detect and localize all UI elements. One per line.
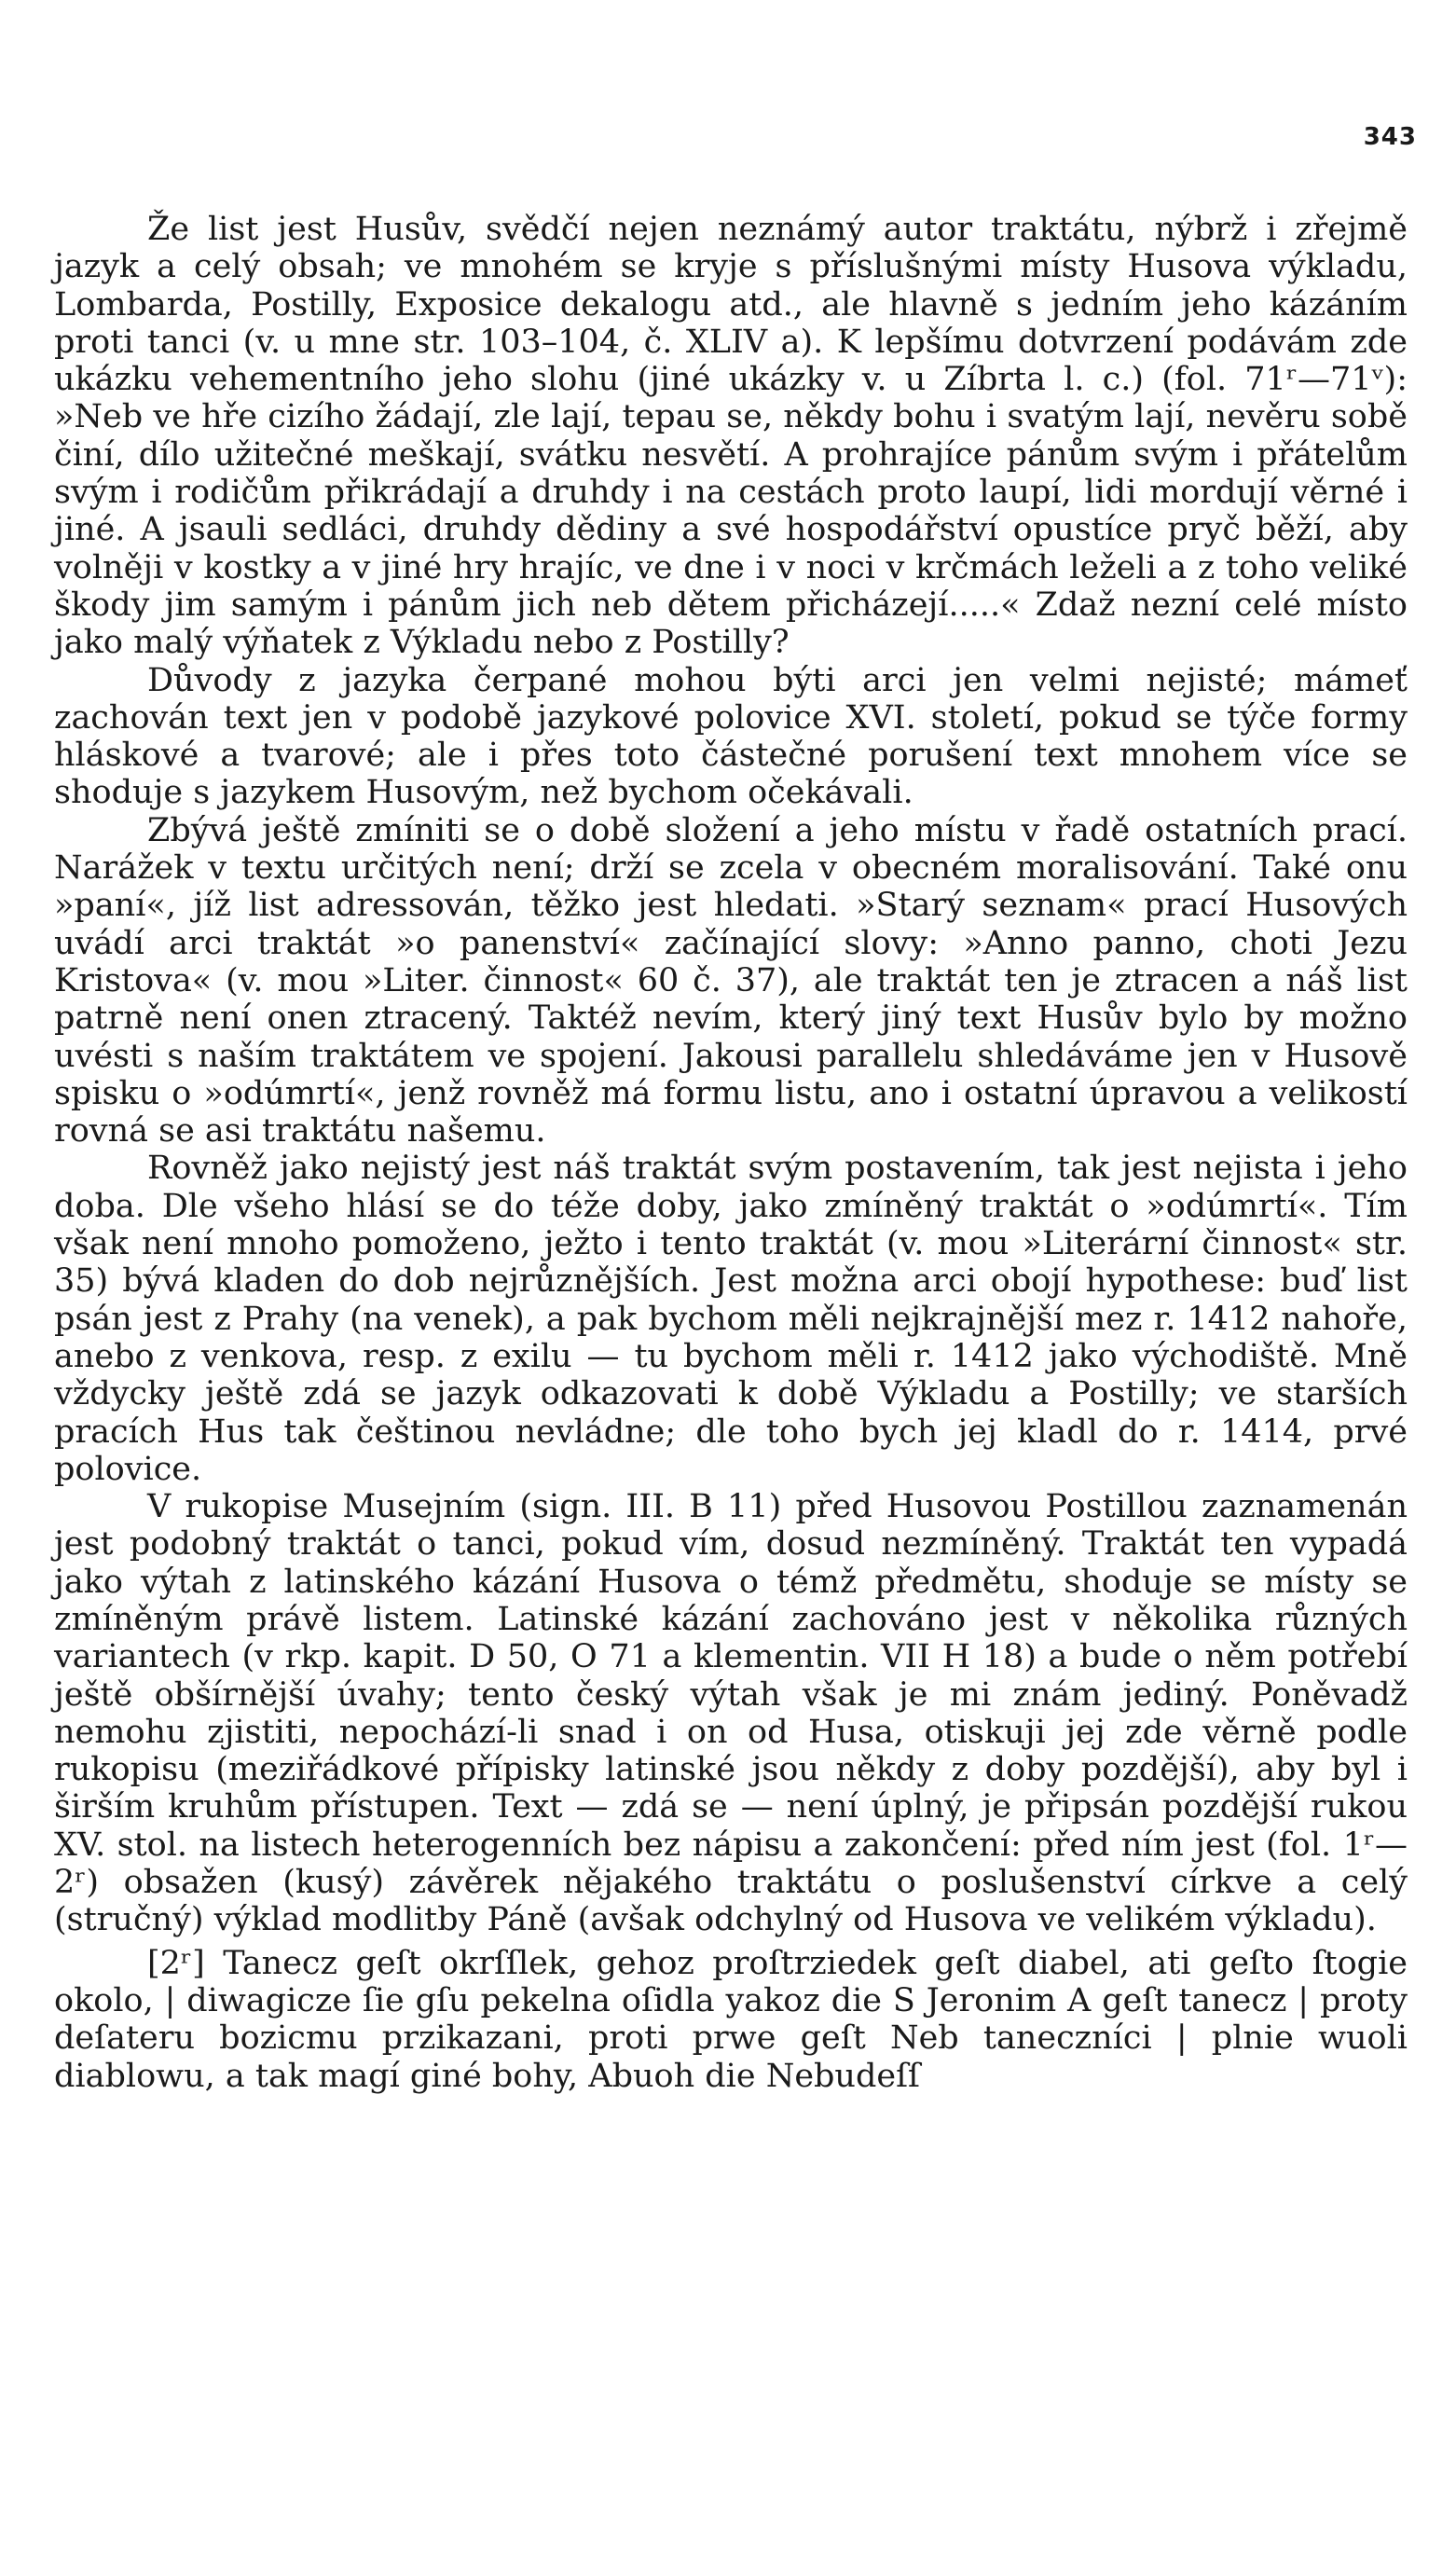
text-body bbox=[54, 211, 1408, 2095]
paragraph: Zbývá ještě zmíniti se o době složení a jeho místu v řadě ostatních prací. Narážek v textu určitých není; drží se zcela v obecném moralisování. Také onu »paní«, jíž list adressován, těžko jest hledati. »Starý seznam« prací Husových uvádí arci traktát »o panenství« začínající slovy: »Anno panno, choti Jezu Kristova« (v. mou »Liter. činnost« 60 č. 37), ale traktát ten je ztracen a náš list patrně není onen ztracený. Taktéž nevím, který jiný text Husův bylo by možno uvésti s naším traktátem ve spojení. Jakousi parallelu shledáváme jen v Husově spisku o »odúmrtí«, jenž rovněž má formu listu, ano i ostatní úpravou a velikostí rovná se asi traktátu našemu. bbox=[54, 811, 1408, 1151]
paragraph: Důvody z jazyka čerpané mohou býti arci jen velmi nejisté; mámeť zachován text jen v podobě jazykové polovice XVI. století, pokud se týče formy hláskové a tvarové; ale i přes toto částečné porušení text mnohem více se shoduje s jazykem Husovým, než bychom očekávali. bbox=[54, 661, 1408, 812]
page-number: 343 bbox=[1363, 123, 1417, 151]
paragraph: V rukopise Musejním (sign. III. B 11) před Husovou Postillou zaznamenán jest podobný traktát o tanci, pokud vím, dosud nezmíněný. Traktát ten vypadá jako výtah z latinského kázání Husova o témž předmětu, shoduje se místy se zmíněným právě listem. Latinské kázání zachováno jest v několika různých variantech (v rkp. kapit. D 50, O 71 a klementin. VII H 18) a bude o něm potřebí ještě obšírnější úvahy; tento český výtah však je mi znám jediný. Poněvadž nemohu zjistiti, nepochází-li snad i on od Husa, otiskuji jej zde věrně podle rukopisu (meziřádkové přípisky latinské jsou někdy z doby pozdější), aby byl i širším kruhům přístupen. Text — zdá se — není úplný, je připsán pozdější rukou XV. stol. na listech heterogenních bez nápisu a zakončení: před ním jest (fol. 1ʳ—2ʳ) obsažen (kusý) závěrek nějakého traktátu o poslušenství církve a celý (stručný) výklad modlitby Páně (avšak odchylný od Husova ve velikém výkladu). bbox=[54, 1488, 1408, 1939]
paragraph: Rovněž jako nejistý jest náš traktát svým postavením, tak jest nejista i jeho doba. Dle všeho hlásí se do téže doby, jako zmíněný traktát o »odúmrtí«. Tím však není mnoho pomoženo, ježto i tento traktát (v. mou »Literární činnost« str. 35) bývá kladen do dob nejrůznějších. Jest možna arci obojí hypothese: buď list psán jest z Prahy (na venek), a pak bychom měli nejkrajnější mez r. 1412 nahoře, anebo z venkova, resp. z exilu — tu bychom měli r. 1412 jako východiště. Mně vždycky ještě zdá se jazyk odkazovati k době Výkladu a Postilly; ve starších pracích Hus tak češtinou nevládne; dle toho bych jej kladl do r. 1414, prvé polovice. bbox=[54, 1150, 1408, 1488]
old-czech-excerpt: [2ʳ] Tanecz geſt okrſſlek, gehoz proſtrziedek geſt diabel, ati geſto ſtogie okolo, | diwagicze ſie gſu pekelna oſidla yakoz die S Jeronim A geſt tanecz | proty deſateru bozicmu przikazani, proti prwe geſt Neb taneczníci | plnie wuoli diablowu, a tak magí giné bohy, Abuoh die Nebudeſſ bbox=[54, 1944, 1408, 2095]
paragraph: Že list jest Husův, svědčí nejen neznámý autor traktátu, nýbrž i zřejmě jazyk a celý obsah; ve mnohém se kryje s příslušnými místy Husova výkladu, Lombarda, Postilly, Exposice dekalogu atd., ale hlavně s jedním jeho kázáním proti tanci (v. u mne str. 103–104, č. XLIV a). K lepšímu dotvrzení podávám zde ukázku vehementního jeho slohu (jiné ukázky v. u Zíbrta l. c.) (fol. 71ʳ—71ᵛ): »Neb ve hře cizího žádají, zle lají, tepau se, někdy bohu i svatým lají, nevěru sobě činí, dílo užitečné meškají, svátku nesvětí. A prohrajíce pánům svým i přátelům svým i rodičům přikrádají a druhdy i na cestách proto laupí, lidi mordují věrné i jiné. A jsauli sedláci, druhdy dědiny a své hospodářství opustíce pryč běží, aby volněji v kostky a v jiné hry hrajíc, ve dne i v noci v krčmách leželi a z toho veliké škody jim samým i pánům jich neb dětem přicházejí.....« Zdaž nezní celé místo jako malý výňatek z Výkladu nebo z Postilly? bbox=[54, 211, 1408, 662]
